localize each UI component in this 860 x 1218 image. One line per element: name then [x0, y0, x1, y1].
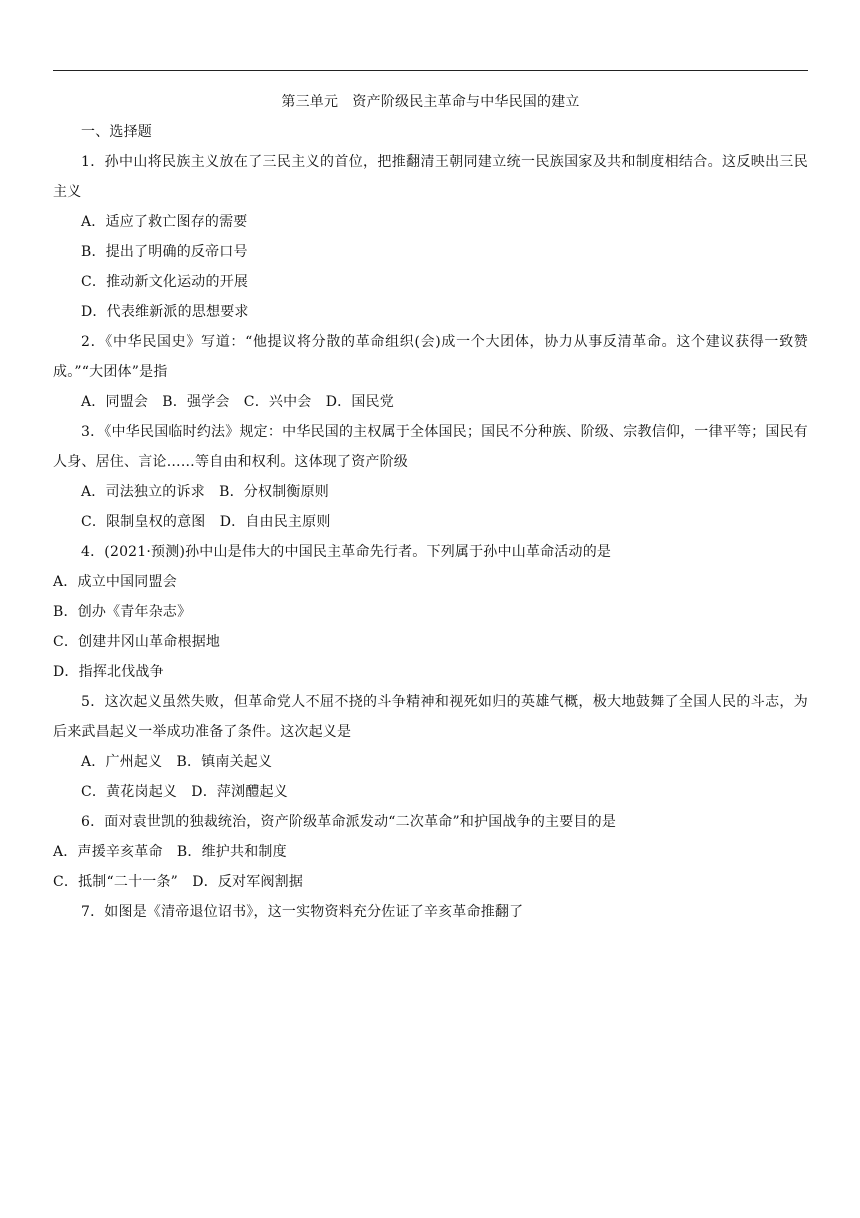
- question-1-stem: 1．孙中山将民族主义放在了三民主义的首位，把推翻清王朝同建立统一民族国家及共和制度相结合。这反映出三民主义: [53, 154, 808, 200]
- question-5-options-ab: A．广州起义 B．镇南关起义: [81, 754, 273, 770]
- question-6-stem: 6．面对袁世凯的独裁统治，资产阶级革命派发动“二次革命”和护国战争的主要目的是: [81, 814, 617, 830]
- section-heading: 一、选择题: [81, 124, 152, 140]
- question-1-option-c: C．推动新文化运动的开展: [81, 274, 249, 290]
- question-3-options-cd: C．限制皇权的意图 D．自由民主原则: [81, 514, 331, 530]
- page-title: 第三单元 资产阶级民主革命与中华民国的建立: [281, 94, 580, 110]
- question-2-options: A．同盟会 B．强学会 C．兴中会 D．国民党: [81, 394, 394, 410]
- question-4-option-c: C．创建井冈山革命根据地: [53, 634, 221, 650]
- question-5-options-cd: C．黄花岗起义 D．萍浏醴起义: [81, 784, 288, 800]
- question-1-option-d: D．代表维新派的思想要求: [81, 304, 249, 320]
- question-4-stem: 4．(2021·预测)孙中山是伟大的中国民主革命先行者。下列属于孙中山革命活动的是: [81, 544, 612, 560]
- question-7-stem: 7．如图是《清帝退位诏书》，这一实物资料充分佐证了辛亥革命推翻了: [81, 904, 524, 920]
- question-3-stem: 3．《中华民国临时约法》规定：中华民国的主权属于全体国民；国民不分种族、阶级、宗教信仰，一律平等；国民有人身、居住、言论……等自由和权利。这体现了资产阶级: [53, 424, 808, 470]
- question-6-options-cd: C．抵制“二十一条” D．反对军阀割据: [53, 874, 304, 890]
- question-4-option-b: B．创办《青年杂志》: [53, 604, 192, 620]
- question-5-stem: 5．这次起义虽然失败，但革命党人不屈不挠的斗争精神和视死如归的英雄气概，极大地鼓舞了全国人民的斗志，为后来武昌起义一举成功准备了条件。这次起义是: [53, 694, 808, 740]
- question-4-option-d: D．指挥北伐战争: [53, 664, 164, 680]
- document-page: [53, 87, 808, 927]
- header-rule: [53, 70, 808, 71]
- question-2-stem: 2．《中华民国史》写道：“他提议将分散的革命组织(会)成一个大团体，协力从事反清革命。这个建议获得一致赞成。”“大团体”是指: [53, 334, 808, 380]
- question-3-options-ab: A．司法独立的诉求 B．分权制衡原则: [81, 484, 329, 500]
- question-4-option-a: A．成立中国同盟会: [53, 574, 177, 590]
- question-1-option-a: A．适应了救亡图存的需要: [81, 214, 248, 230]
- question-6-options-ab: A．声援辛亥革命 B．维护共和制度: [53, 844, 287, 860]
- question-1-option-b: B．提出了明确的反帝口号: [81, 244, 248, 260]
